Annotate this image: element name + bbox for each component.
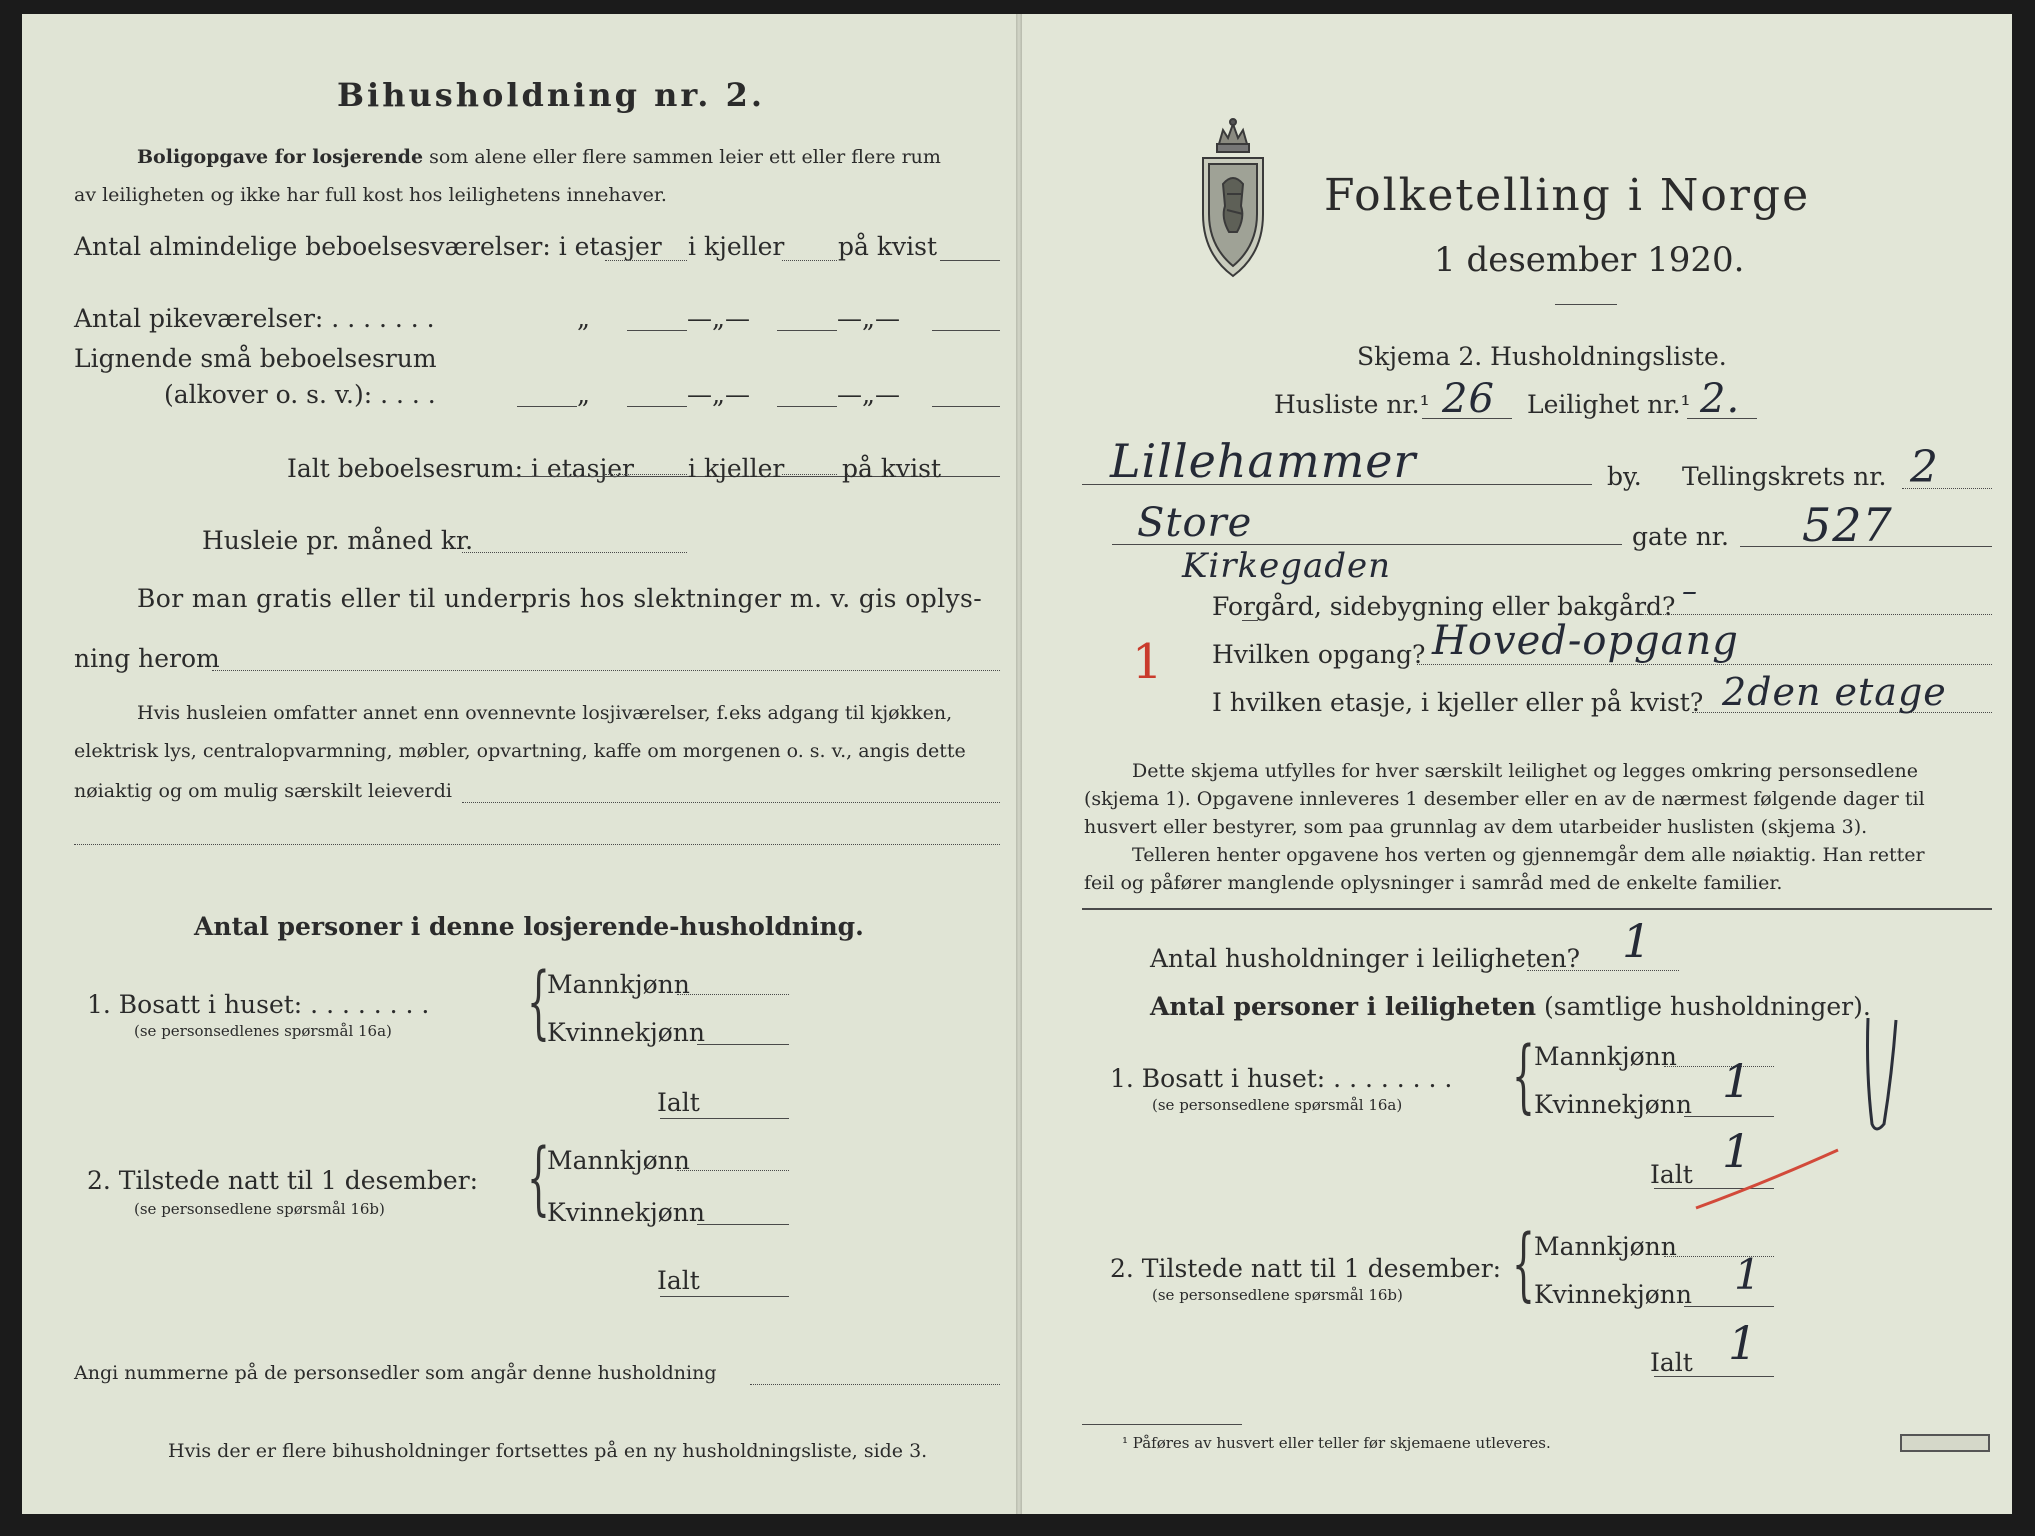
left-q2-label: 2. Tilstede natt til 1 desember: [87,1166,479,1195]
left-q2-sub: (se personsedlene spørsmål 16b) [134,1200,385,1218]
left-q2-mann-field[interactable] [677,1170,789,1171]
right-q1-ialt-label: Ialt [1650,1160,1693,1189]
left-q2-brace: { [527,1131,550,1224]
rent-label: Husleie pr. måned kr. [202,526,474,555]
left-q1-ialt-label: Ialt [657,1088,700,1117]
rent-note-field[interactable] [462,802,1000,803]
rooms-kvist-label: på kvist [838,232,937,261]
etasje-label: I hvilken etasje, i kjeller eller på kvist? [1212,688,1704,717]
rooms-etasjer-field[interactable] [605,260,687,261]
total-rooms-label: Ialt beboelsesrum: i etasjer [287,454,635,483]
small-rooms-label-2: (alkover o. s. v.): . . . . [164,380,436,409]
instr-1: Dette skjema utfylles for hver særskilt leilighet og legges omkring personsedlene [1132,760,1918,782]
tally-mark-icon [1862,1014,1902,1138]
gate-value: 527 [1802,498,1893,552]
right-title: Folketelling i Norge [1324,170,1811,221]
gate-label: gate nr. [1632,522,1729,551]
printer-stamp [1900,1434,1990,1452]
right-page [1022,14,2012,1514]
right-q2-sub: (se personsedlene spørsmål 16b) [1152,1286,1403,1304]
husliste-label: Husliste nr.¹ [1274,390,1430,419]
left-title: Bihusholdning nr. 2. [337,76,765,114]
free-field[interactable] [212,670,1000,671]
footnote-rule [1082,1424,1242,1425]
left-q1-mann-label: Mannkjønn [547,970,690,999]
husliste-value: 26 [1442,376,1495,422]
left-q1-kvinne-field[interactable] [697,1044,789,1045]
pike-ditto-3: —„— [837,304,900,333]
total-kjeller-field[interactable] [782,474,837,475]
city-field[interactable] [1082,484,1592,485]
angi-field[interactable] [750,1384,1000,1385]
schema-label: Skjema 2. Husholdningsliste. [1357,342,1727,371]
right-q1-mann-field[interactable] [1664,1066,1774,1067]
krets-value: 2 [1910,442,1939,493]
left-q2-kvinne-label: Kvinnekjønn [547,1198,705,1227]
right-persons-heading-rest: (samtlige husholdninger). [1544,992,1871,1021]
rent-note-1: Hvis husleien omfatter annet enn ovennevnte losjiværelser, f.eks adgang til kjøkken, [137,702,953,724]
etasje-value: 2den etage [1722,670,1947,714]
pike-field-1[interactable] [627,330,687,331]
left-q1-kvinne-label: Kvinnekjønn [547,1018,705,1047]
intro-line-1 [137,146,941,168]
street-value-2: Kirkegaden [1182,546,1392,586]
instr-5: feil og påfører manglende oplysninger i samråd med de enkelte familier. [1084,872,1783,894]
rent-note-2: elektrisk lys, centralopvarmning, møbler, opvartning, kaffe om morgenen o. s. v., angis dette [74,740,966,762]
street-value-1: Store [1137,500,1253,546]
census-form-sheet [22,14,2012,1514]
rooms-kjeller-field[interactable] [782,260,837,261]
small-ditto-3: —„— [837,380,900,409]
right-q1-mann-label: Mannkjønn [1534,1042,1677,1071]
right-date: 1 desember 1920. [1434,240,1745,280]
right-q2-ialt-label: Ialt [1650,1348,1693,1377]
hush-label: Antal husholdninger i leiligheten? [1150,944,1581,973]
right-persons-heading [1150,992,1871,1021]
instr-3: husvert eller bestyrer, som paa grunnlag av dem utarbeider huslisten (skjema 3). [1084,816,1868,838]
pike-label: Antal pikeværelser: . . . . . . . [74,304,435,333]
total-kvist-label: på kvist [842,454,941,483]
rooms-label: Antal almindelige beboelsesværelser: i etasjer [74,232,662,261]
pike-field-3[interactable] [932,330,1000,331]
small-ditto-2: —„— [687,380,750,409]
rent-field[interactable] [462,552,687,553]
right-q2-ialt-value: 1 [1728,1316,1759,1370]
red-check-stroke-icon [1692,1144,1842,1214]
rooms-kvist-field[interactable] [940,260,1000,261]
left-q2-ialt-label: Ialt [657,1266,700,1295]
total-kjeller-label: i kjeller [688,454,785,483]
leilighet-value: 2. [1700,376,1741,422]
right-q2-kvinne-label: Kvinnekjønn [1534,1280,1692,1309]
right-q2-label: 2. Tilstede natt til 1 desember: [1110,1254,1502,1283]
small-rooms-label-1: Lignende små beboelsesrum [74,344,437,373]
forgard-mark [1242,620,1258,621]
left-q2-ialt-field[interactable] [660,1296,789,1297]
hush-value: 1 [1622,914,1653,968]
right-q2-kvinne-field[interactable] [1684,1306,1774,1307]
right-q1-brace: { [1512,1029,1535,1122]
left-q2-kvinne-field[interactable] [697,1224,789,1225]
free-line-2: ning herom [74,644,220,673]
rooms-kjeller-label: i kjeller [688,232,785,261]
total-etasjer-field[interactable] [605,474,687,475]
left-q1-ialt-field[interactable] [660,1118,789,1119]
small-rooms-field-3[interactable] [932,406,1000,407]
small-ditto-1: „ [577,380,590,409]
left-persons-heading: Antal personer i denne losjerende-husholdning. [194,912,864,941]
left-q1-brace: { [527,955,550,1048]
right-q1-sub: (se personsedlene spørsmål 16a) [1152,1096,1403,1114]
intro-bold: Boligopgave for losjerende [137,146,424,168]
left-q2-mann-label: Mannkjønn [547,1146,690,1175]
opgang-field[interactable] [1417,664,1992,665]
hush-field[interactable] [1527,970,1679,971]
right-q2-brace: { [1512,1217,1535,1310]
by-label: by. [1607,462,1642,491]
pike-ditto-2: —„— [687,304,750,333]
pike-field-2[interactable] [777,330,837,331]
left-q1-mann-field[interactable] [677,994,789,995]
left-footer: Hvis der er flere bihusholdninger fortsettes på en ny husholdningsliste, side 3. [168,1440,928,1462]
city-value: Lillehammer [1110,434,1417,488]
pike-ditto-1: „ [577,304,590,333]
right-q1-kvinne-value: 1 [1722,1054,1753,1108]
opgang-value: Hoved-opgang [1432,618,1739,664]
rent-note-field-2[interactable] [74,844,1000,845]
small-rooms-field-0[interactable] [517,406,577,407]
small-rooms-field-1[interactable] [627,406,687,407]
right-q1-kvinne-field[interactable] [1684,1116,1774,1117]
right-q1-kvinne-label: Kvinnekjønn [1534,1090,1692,1119]
angi-label: Angi nummerne på de personsedler som angår denne husholdning [74,1362,717,1384]
intro-line-2: av leiligheten og ikke har full kost hos leilighetens innehaver. [74,184,667,206]
forgard-value: – [1682,574,1698,609]
intro-rest: som alene eller flere sammen leier ett eller flere rum [429,146,941,168]
left-q1-sub: (se personsedlenes spørsmål 16a) [134,1022,392,1040]
title-rule [1555,304,1617,305]
rent-note-3: nøiaktig og om mulig særskilt leieverdi [74,780,452,802]
small-rooms-field-2[interactable] [777,406,837,407]
right-q2-kvinne-value: 1 [1734,1250,1762,1299]
left-page [22,14,1016,1514]
right-q2-mann-label: Mannkjønn [1534,1232,1677,1261]
instr-rule [1082,908,1992,910]
forgard-label: Forgård, sidebygning eller bakgård? [1212,592,1676,621]
right-q1-ialt-value: 1 [1722,1124,1753,1178]
street-field[interactable] [1112,544,1622,545]
right-persons-heading-bold: Antal personer i leiligheten [1150,992,1537,1021]
right-footnote: ¹ Påføres av husvert eller teller før skjemaene utleveres. [1122,1434,1551,1452]
left-q1-label: 1. Bosatt i huset: . . . . . . . . [87,990,430,1019]
norway-coat-of-arms-icon [1197,114,1269,282]
right-q2-ialt-field[interactable] [1654,1376,1774,1377]
right-q1-label: 1. Bosatt i huset: . . . . . . . . [1110,1064,1453,1093]
krets-label: Tellingskrets nr. [1682,462,1887,491]
forgard-field[interactable] [1642,614,1992,615]
opgang-label: Hvilken opgang? [1212,640,1426,669]
instr-4: Telleren henter opgavene hos verten og gjennemgår dem alle nøiaktig. Han retter [1132,844,1925,866]
leilighet-label: Leilighet nr.¹ [1527,390,1691,419]
free-line-1: Bor man gratis eller til underpris hos slektninger m. v. gis oplys- [137,584,983,613]
margin-mark: 1 [1132,634,1164,690]
instr-2: (skjema 1). Opgavene innleveres 1 desember eller en av de nærmest følgende dager til [1084,788,1925,810]
